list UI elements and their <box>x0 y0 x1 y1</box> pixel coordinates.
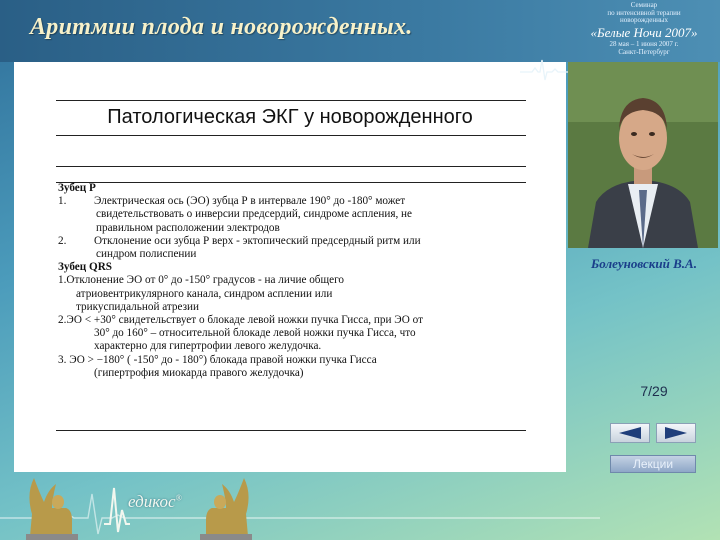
qrs-item-2-line2: 30° до 160° – относительной блокаде левой ножки пучка Гисса, что <box>94 327 416 340</box>
author-name: Болеуновский В.А. <box>591 256 697 271</box>
lectures-button[interactable]: Лекции <box>610 455 696 473</box>
sphinx-icon <box>22 474 82 540</box>
qrs-item-3-line2: (гипертрофия миокарда правого желудочка) <box>94 366 304 379</box>
conference-line3: новорожденных <box>619 16 669 25</box>
logo-word: едикос <box>128 492 176 511</box>
ecg-icon <box>0 488 600 538</box>
divider <box>56 135 526 136</box>
qrs-item-2-line1: 2.ЭО < +30° свидетельствует о блокаде левой ножки пучка Гисса, при ЭО от <box>58 314 423 327</box>
p-item-1-line2: свидетельствовать о инверсии предсердий, синдроме аспления, не <box>96 208 413 221</box>
qrs-item-3-line1: 3. ЭО > −180° ( -150° до - 180°) блокада правой ножки пучка Гисса <box>58 353 377 366</box>
prev-slide-button[interactable] <box>610 423 650 443</box>
conference-info <box>568 0 720 62</box>
p-item-1-line1: Электрическая ось (ЭО) зубца Р в интервале 190° до -180° может <box>94 195 406 208</box>
next-slide-button[interactable] <box>656 423 696 443</box>
p-item-1 <box>58 195 528 208</box>
qrs-item-1-line3: трикуспидальной атрезии <box>76 300 200 313</box>
p-item-2-line1: Отклонение оси зубца Р верх - эктопический предсердный ритм или <box>94 234 421 247</box>
p-item-2-line2: синдром полиспении <box>96 248 197 261</box>
slide-text <box>58 182 528 380</box>
slide-heading: Патологическая ЭКГ у новорожденного <box>107 106 473 128</box>
conference-line1: Семинар <box>630 1 658 9</box>
prev-arrow-icon <box>619 427 641 439</box>
conference-name: «Белые Ночи 2007» <box>590 25 698 41</box>
divider <box>56 100 526 101</box>
qrs-item-2-line3: характерно для гипертрофии левого желудочка. <box>94 340 322 353</box>
qrs-item-1-line2: атриовентрикулярного канала, синдром асплении или <box>76 287 333 300</box>
divider <box>56 430 526 431</box>
page-title: Аритмии плода и новорожденных. <box>30 14 413 40</box>
divider <box>56 166 526 167</box>
next-arrow-icon <box>665 427 687 439</box>
p-item-1-line3: правильном расположении электродов <box>96 221 280 234</box>
p-item-2-num: 2. <box>58 234 67 247</box>
conference-city: Санкт-Петербург <box>618 48 670 57</box>
conference-dates: 28 мая – 1 июня 2007 г. <box>609 40 679 49</box>
p-item-2 <box>58 235 528 248</box>
page-counter: 7/29 <box>640 383 668 399</box>
qrs-heading: Зубец QRS <box>58 261 113 274</box>
author-portrait-icon <box>568 62 718 248</box>
qrs-item-1-line1: 1.Отклонение ЭО от 0° до -150° градусов - на личие общего <box>58 274 344 287</box>
p-wave-heading: Зубец P <box>58 182 96 194</box>
ecg-icon <box>520 58 568 82</box>
logo-mark: ® <box>175 493 182 503</box>
slide-content-area <box>14 62 566 472</box>
conference-line2: по интенсивной терапии <box>607 8 681 17</box>
author-photo <box>568 62 718 248</box>
p-item-1-num: 1. <box>58 195 67 208</box>
logo-text <box>128 492 182 512</box>
